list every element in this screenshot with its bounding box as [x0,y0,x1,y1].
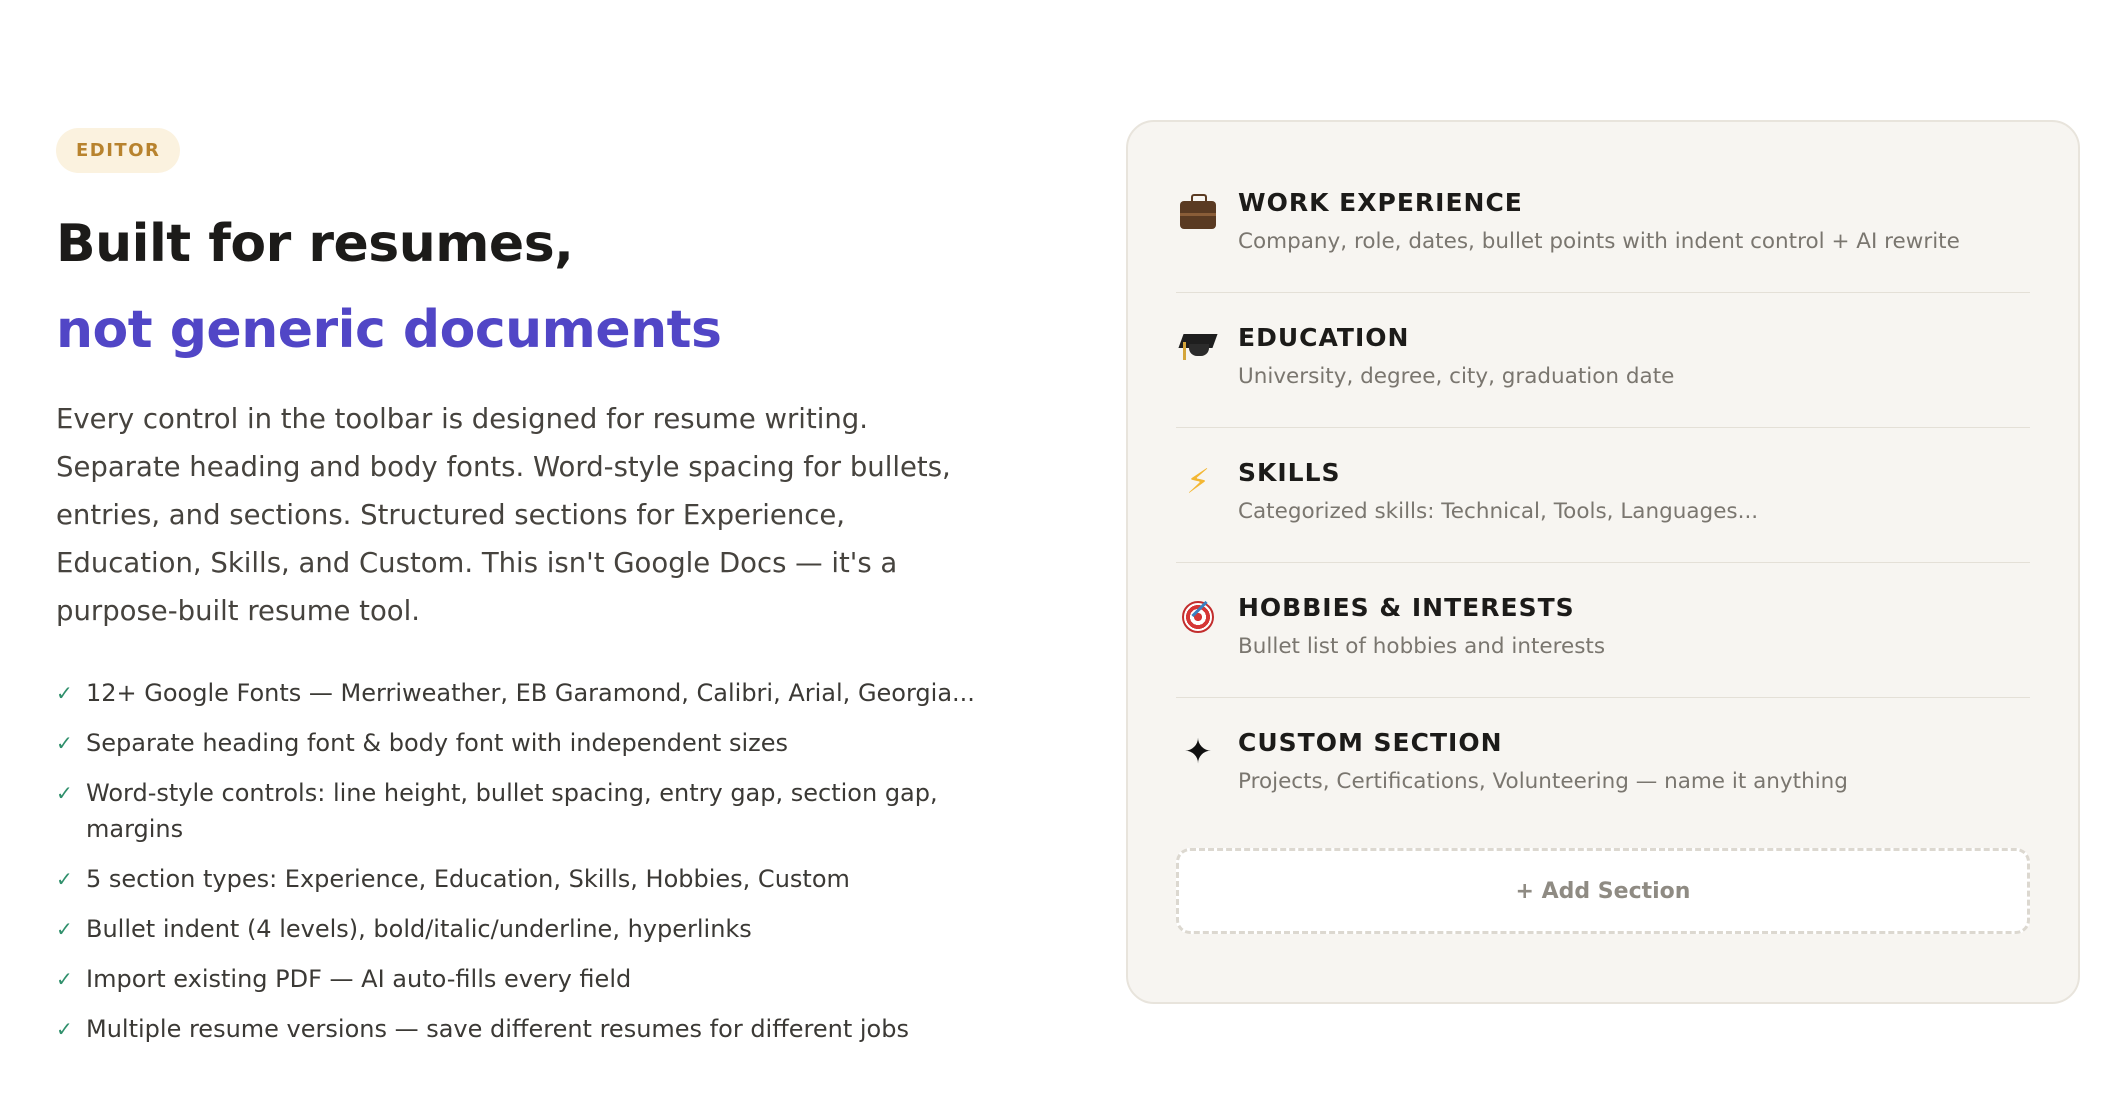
check-icon: ✓ [56,917,73,941]
section-subtitle: Categorized skills: Technical, Tools, Languages... [1238,499,1759,524]
feature-item: ✓ Import existing PDF — AI auto-fills every field [56,961,986,997]
section-custom[interactable] [1176,698,2030,832]
section-subtitle: Bullet list of hobbies and interests [1238,634,1606,659]
feature-item: ✓ 5 section types: Experience, Education, Skills, Hobbies, Custom [56,861,986,897]
graduation-cap-icon [1176,325,1220,369]
feature-item: ✓ Bullet indent (4 levels), bold/italic/underline, hyperlinks [56,911,986,947]
check-icon: ✓ [56,867,73,891]
description: Every control in the toolbar is designed for resume writing. Separate heading and body fonts. Word-style spacing for bullets, entries, and sections. Structured sections for Experience, Education, Skills, and Custom. This isn't Google Docs — it's a purpose-built resume tool. [56,403,951,627]
feature-intro [56,128,986,1061]
feature-item: ✓ 12+ Google Fonts — Merriweather, EB Garamond, Calibri, Arial, Georgia... [56,675,986,711]
section-work-experience[interactable] [1176,158,2030,293]
section-subtitle: Company, role, dates, bullet points with indent control + AI rewrite [1238,229,1960,254]
target-icon [1176,595,1220,639]
editor-badge: EDITOR [56,128,180,173]
feature-list [56,675,986,1047]
section-skills[interactable] [1176,428,2030,563]
section-education[interactable] [1176,293,2030,428]
check-icon: ✓ [56,781,73,805]
lightning-icon: ⚡ [1186,462,1210,502]
feature-item: ✓ Separate heading font & body font with independent sizes [56,725,986,761]
section-subtitle: Projects, Certifications, Volunteering — name it anything [1238,769,1848,794]
add-section-button[interactable]: + Add Section [1176,848,2030,934]
title-line-1: Built for resumes, [56,214,574,274]
check-icon: ✓ [56,731,73,755]
briefcase-icon [1176,190,1220,234]
page-title [56,201,986,373]
section-title: EDUCATION [1238,323,1410,352]
section-types-card [1126,120,2080,1004]
feature-item: ✓ Word-style controls: line height, bullet spacing, entry gap, section gap, margins [56,775,986,847]
section-hobbies[interactable] [1176,563,2030,698]
title-line-2: not generic documents [56,300,722,360]
section-title: CUSTOM SECTION [1238,728,1503,757]
check-icon: ✓ [56,967,73,991]
section-subtitle: University, degree, city, graduation date [1238,364,1675,389]
check-icon: ✓ [56,1017,73,1041]
check-icon: ✓ [56,681,73,705]
section-title: HOBBIES & INTERESTS [1238,593,1575,622]
feature-item: ✓ Multiple resume versions — save different resumes for different jobs [56,1011,986,1047]
sparkle-icon: ✦ [1183,732,1213,772]
section-title: SKILLS [1238,458,1341,487]
section-title: WORK EXPERIENCE [1238,188,1523,217]
